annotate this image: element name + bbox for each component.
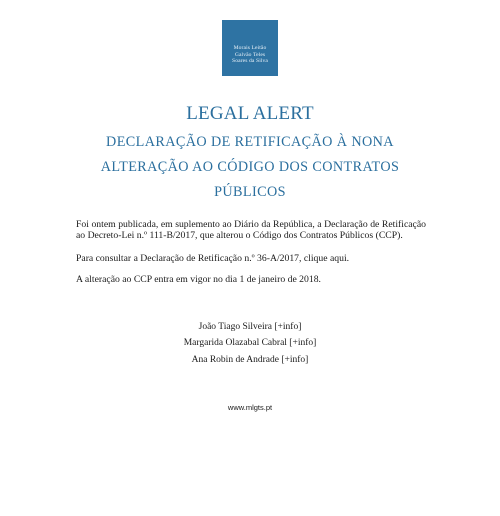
document-subtitle bbox=[0, 130, 500, 205]
author-item[interactable]: João Tiago Silveira [+info] bbox=[198, 322, 302, 332]
alert-body bbox=[76, 219, 426, 286]
authors-list bbox=[0, 319, 500, 368]
author-item[interactable]: Margarida Olazabal Cabral [+info] bbox=[183, 338, 317, 349]
firm-logo bbox=[222, 20, 278, 76]
logo-line-3: Soares da Silva bbox=[232, 58, 268, 65]
subtitle-line-3: PÚBLICOS bbox=[214, 184, 286, 200]
logo-line-2: Galvão Teles bbox=[234, 51, 266, 58]
subtitle-line-1: DECLARAÇÃO DE RETIFICAÇÃO À NONA bbox=[106, 134, 394, 150]
paragraph-consult-link[interactable]: Para consultar a Declaração de Retificação n.º 36-A/2017, clique aqui. bbox=[76, 252, 350, 264]
document-title: LEGAL ALERT bbox=[186, 103, 314, 124]
author-item[interactable]: Ana Robin de Andrade [+info] bbox=[191, 354, 309, 365]
paragraph-effective-date: A alteração ao CCP entra em vigor no dia 1 de janeiro de 2018. bbox=[76, 274, 321, 286]
paragraph-publication: Foi ontem publicada, em suplemento ao Diário da República, a Declaração de Retificação ao Decreto-Lei n.º 111-B/2017, que alterou o Código dos Contratos Públicos (CCP). bbox=[76, 219, 426, 242]
subtitle-line-2: ALTERAÇÃO AO CÓDIGO DOS CONTRATOS bbox=[100, 159, 400, 175]
website-link[interactable]: www.mlgts.pt bbox=[227, 403, 273, 412]
firm-logo-text bbox=[232, 45, 268, 64]
logo-line-1: Morais Leitão bbox=[233, 45, 267, 52]
